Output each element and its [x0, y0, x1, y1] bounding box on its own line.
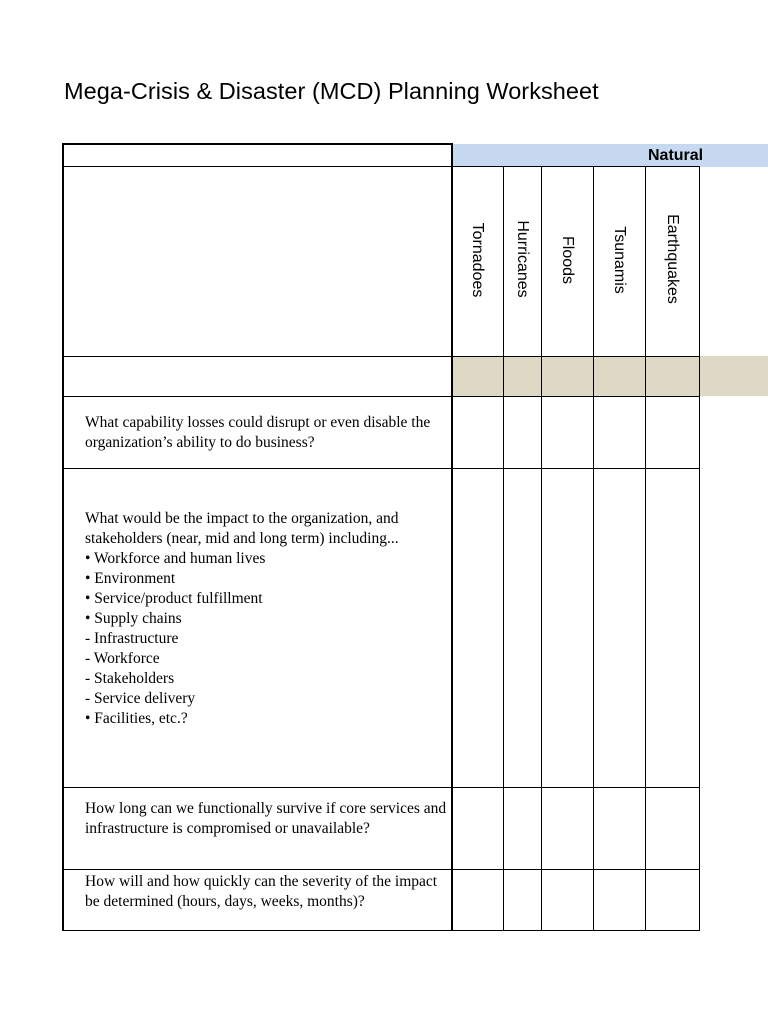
table-border-bottom	[63, 930, 699, 931]
question-impact: What would be the impact to the organization, and stakeholders (near, mid and long term) including... • Workforce and human lives • Environment • Service/product fulfillment • Supply chains - Infrastructure - Workforce - Stakeholders - Service delivery • Facilities, etc.?	[85, 510, 399, 727]
row-divider	[63, 396, 699, 397]
page-title: Mega-Crisis & Disaster (MCD) Planning Worksheet	[64, 78, 599, 104]
table-border-left	[62, 143, 64, 931]
column-divider	[593, 166, 594, 931]
column-divider	[503, 166, 504, 931]
row-divider	[63, 166, 699, 167]
section-band	[452, 356, 768, 396]
row-divider	[63, 869, 699, 870]
natural-group-header: Natural	[648, 147, 704, 164]
column-header-floods: Floods	[559, 235, 576, 285]
table-border-top	[63, 143, 453, 145]
column-header-hurricanes: Hurricanes	[514, 220, 531, 298]
column-divider	[645, 166, 646, 931]
question-capability-losses: What capability losses could disrupt or even disable the organization’s ability to do business?	[85, 414, 431, 451]
question-severity-determination: How will and how quickly can the severity of the impact be determined (hours, days, weeks, months)?	[85, 873, 438, 910]
row-divider	[63, 356, 699, 357]
column-divider	[541, 166, 542, 931]
column-divider	[699, 166, 700, 931]
column-header-tornadoes: Tornadoes	[469, 222, 486, 298]
row-divider	[63, 787, 699, 788]
column-header-tsunamis: Tsunamis	[611, 226, 628, 294]
natural-group-header-band	[452, 144, 768, 167]
question-survival-duration: How long can we functionally survive if core services and infrastructure is compromised or unavailable?	[85, 800, 447, 837]
row-divider	[63, 468, 699, 469]
column-header-earthquakes: Earthquakes	[664, 214, 681, 304]
